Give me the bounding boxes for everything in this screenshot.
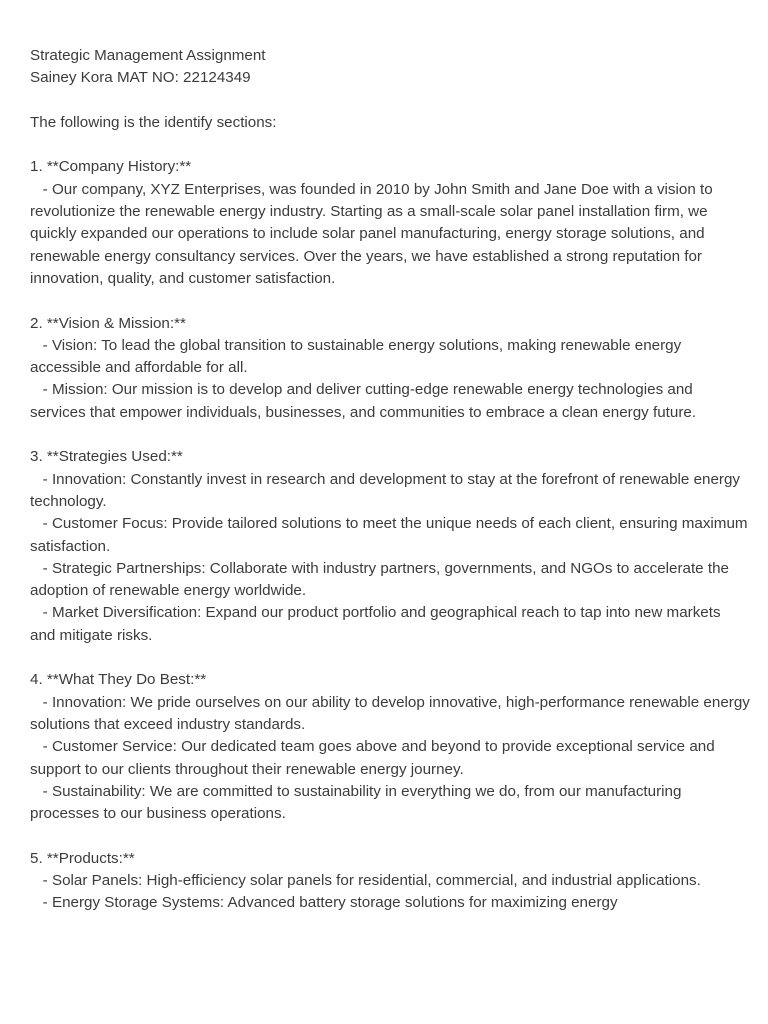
intro-text: The following is the identify sections: — [30, 113, 277, 131]
section-item: - Market Diversification: Expand our product portfolio and geographical reach to tap into new markets and mitigate risks. — [30, 604, 725, 644]
document-header — [30, 45, 750, 90]
section-strategies — [30, 446, 750, 647]
intro-paragraph — [30, 112, 750, 134]
section-heading: 3. **Strategies Used:** — [30, 448, 183, 466]
author-line: Sainey Kora MAT NO: 22124349 — [30, 69, 251, 87]
section-item: - Customer Service: Our dedicated team goes above and beyond to provide exceptional service and support to our clients throughout their renewable energy journey. — [30, 738, 719, 778]
section-item: - Energy Storage Systems: Advanced battery storage solutions for maximizing energy — [42, 894, 618, 912]
section-item: - Solar Panels: High-efficiency solar panels for residential, commercial, and industrial applications. — [42, 871, 701, 889]
section-heading: 5. **Products:** — [30, 849, 135, 867]
section-what-they-do-best — [30, 669, 755, 825]
section-products — [30, 848, 750, 915]
section-heading: 1. **Company History:** — [30, 158, 192, 176]
document-body — [30, 45, 755, 937]
section-item: - Our company, XYZ Enterprises, was founded in 2010 by John Smith and Jane Doe with a vision to revolutionize the renewable energy industry. Starting as a small-scale solar panel installation firm, we quickly expanded our operations to include solar panel manufacturing, energy storage solutions, and renewable energy consultancy services. Over the years, we have established a strong reputation for innovation, quality, and customer satisfaction. — [30, 180, 717, 287]
section-item: - Mission: Our mission is to develop and deliver cutting-edge renewable energy technologies and services that empower individuals, businesses, and communities to embrace a clean energy future. — [30, 381, 697, 421]
section-item: - Vision: To lead the global transition to sustainable energy solutions, making renewable energy accessible and affordable for all. — [30, 336, 686, 377]
section-item: - Customer Focus: Provide tailored solutions to meet the unique needs of each client, ensuring maximum satisfaction. — [30, 515, 752, 555]
section-item: - Innovation: Constantly invest in research and development to stay at the forefront of renewable energy technology. — [30, 470, 745, 510]
section-heading: 2. **Vision & Mission:** — [30, 314, 186, 332]
document-title: Strategic Management Assignment — [30, 47, 266, 64]
section-company-history — [30, 156, 750, 290]
section-item: - Strategic Partnerships: Collaborate with industry partners, governments, and NGOs to accelerate the adoption of renewable energy worldwide. — [30, 559, 734, 600]
section-item: - Innovation: We pride ourselves on our ability to develop innovative, high-performance renewable energy solutions that exceed industry standards. — [30, 693, 755, 733]
section-heading: 4. **What They Do Best:** — [30, 671, 207, 689]
section-vision-mission — [30, 313, 750, 424]
section-item: - Sustainability: We are committed to sustainability in everything we do, from our manufacturing processes to our business operations. — [30, 782, 686, 823]
